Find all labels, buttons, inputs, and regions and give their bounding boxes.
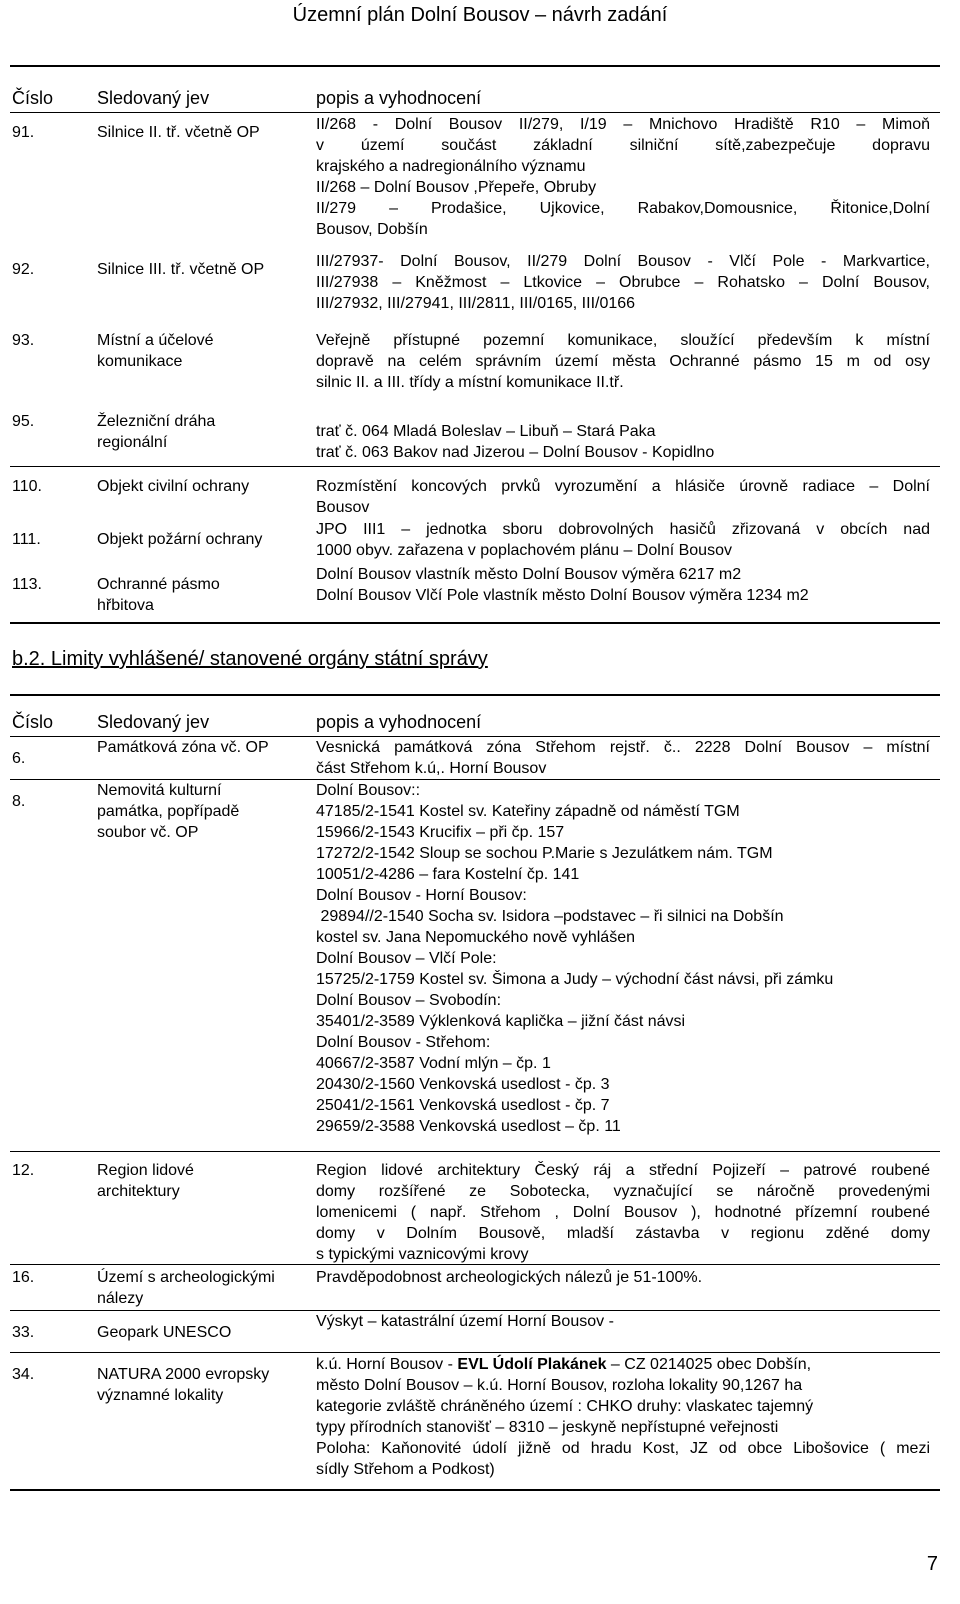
desc-line: II/268 – Dolní Bousov ,Přepeře, Obruby [316, 179, 597, 196]
row-description [316, 780, 930, 1137]
row-number: 6. [12, 750, 26, 767]
header-divider [10, 112, 940, 113]
desc-line: lomenicemi ( např. Střehom , Dolní Bousov ), hodnotné přízemní roubené [316, 1204, 930, 1221]
row-phenomenon [97, 1267, 275, 1309]
row-description [316, 330, 930, 393]
row-phenomenon [97, 1364, 269, 1406]
desc-line: Dolní Bousov - Horní Bousov: [316, 887, 527, 904]
row-description [316, 1267, 930, 1288]
phenomenon-line: NATURA 2000 evropsky [97, 1366, 270, 1383]
row-phenomenon: Geopark UNESCO [97, 1324, 232, 1341]
desc-line: dopravě na celém správním území města Ochranné pásmo 15 m od osy [316, 353, 930, 370]
row-description [316, 1354, 930, 1480]
desc-line: 10051/2-4286 – fara Kostelní čp. 141 [316, 866, 580, 883]
desc-line: Dolní Bousov Vlčí Pole vlastník město Dolní Bousov výměra 1234 m2 [316, 587, 809, 604]
desc-line: část Střehom k.ú,. Horní Bousov [316, 760, 547, 777]
desc-text: k.ú. Horní Bousov - [316, 1356, 458, 1373]
desc-line: sídly Střehom a Podkost) [316, 1461, 495, 1478]
desc-line: trať č. 064 Mladá Boleslav – Libuň – Stará Paka [316, 423, 656, 440]
phenomenon-line: Region lidové [97, 1162, 194, 1179]
desc-line: 29894//2-1540 Socha sv. Isidora –podstavec – ři silnici na Dobšín [316, 908, 784, 925]
row-divider [10, 1352, 940, 1353]
desc-line: 29659/2-3588 Venkovská usedlost – čp. 11 [316, 1118, 621, 1135]
row-number: 113. [12, 576, 42, 593]
table-end-rule [10, 1489, 940, 1491]
row-number: 16. [12, 1269, 35, 1286]
row-phenomenon: Památková zóna vč. OP [97, 739, 269, 756]
desc-line: silnic II. a III. třídy a místní komunikace II.tř. [316, 374, 624, 391]
desc-line [316, 1354, 930, 1375]
desc-line: 35401/2-3589 Výklenková kaplička – jižní část návsi [316, 1013, 686, 1030]
row-number: 34. [12, 1366, 35, 1383]
col-header-description: popis a vyhodnocení [316, 88, 482, 108]
desc-line: město Dolní Bousov – k.ú. Horní Bousov, rozloha lokality 90,1267 ha [316, 1377, 803, 1394]
desc-line: s typickými vaznicovými krovy [316, 1246, 529, 1263]
row-number: 91. [12, 124, 35, 141]
row-number: 12. [12, 1162, 35, 1179]
row-phenomenon: Objekt požární ochrany [97, 531, 263, 548]
desc-line: Vesnická památková zóna Střehom rejstř. č.. 2228 Dolní Bousov – místní [316, 739, 930, 756]
row-number: 93. [12, 332, 35, 349]
page-header-title: Územní plán Dolní Bousov – návrh zadání [292, 4, 668, 26]
desc-line: 20430/2-1560 Venkovská usedlost - čp. 3 [316, 1076, 610, 1093]
desc-line: JPO III1 – jednotka sboru dobrovolných hasičů zřizovaná v obcích nad [316, 521, 930, 538]
desc-line: 40667/2-3587 Vodní mlýn – čp. 1 [316, 1055, 551, 1072]
row-description [316, 564, 930, 606]
phenomenon-line: Ochranné pásmo [97, 576, 220, 593]
phenomenon-line: regionální [97, 434, 168, 451]
row-description [316, 421, 930, 463]
desc-line: v území součást základní silniční sítě,zabezpečuje dopravu [316, 137, 930, 154]
desc-line: Dolní Bousov:: [316, 782, 421, 799]
desc-line: Dolní Bousov – Svobodín: [316, 992, 502, 1009]
row-phenomenon [97, 411, 215, 453]
row-phenomenon [97, 330, 214, 372]
desc-line: Dolní Bousov – Vlčí Pole: [316, 950, 497, 967]
desc-line: kategorie zvláště chráněného území : CHKO druhy: vlaskatec tajemný [316, 1398, 814, 1415]
phenomenon-line: nálezy [97, 1290, 144, 1307]
row-description [316, 737, 930, 779]
desc-line: krajského a nadregionálního významu [316, 158, 586, 175]
row-number: 92. [12, 261, 35, 278]
desc-line: domy rozšířené ze Sobotecka, vyznačující se náročně provedenými [316, 1183, 930, 1200]
row-phenomenon [97, 574, 220, 616]
desc-line: Veřejně přístupné pozemní komunikace, sloužící především k místní [316, 332, 930, 349]
desc-line: trať č. 063 Bakov nad Jizerou – Dolní Bousov - Kopidlno [316, 444, 715, 461]
desc-line: 1000 obyv. zařazena v poplachovém plánu – Dolní Bousov [316, 542, 732, 559]
row-number: 33. [12, 1324, 35, 1341]
phenomenon-line: Železniční dráha [97, 413, 216, 430]
desc-line: Dolní Bousov - Střehom: [316, 1034, 491, 1051]
desc-line: Pravděpodobnost archeologických nálezů je 51-100%. [316, 1269, 703, 1286]
row-description [316, 114, 930, 240]
desc-line: domy v Dolním Bousově, mladší zástavba v regionu zděné domy [316, 1225, 930, 1242]
row-description [316, 476, 930, 518]
row-divider [10, 1264, 940, 1265]
row-description [316, 1160, 930, 1265]
desc-line: Bousov, Dobšín [316, 221, 428, 238]
row-number: 8. [12, 793, 26, 810]
row-divider [10, 1151, 940, 1152]
row-divider [10, 466, 940, 467]
row-description [316, 1311, 930, 1332]
desc-bold-site-name: EVL Údolí Plakánek [457, 1356, 607, 1373]
row-phenomenon: Objekt civilní ochrany [97, 478, 250, 495]
desc-line: Rozmístění koncových prvků vyrozumění a hlásiče úrovně radiace – Dolní [316, 478, 930, 495]
desc-line: 47185/2-1541 Kostel sv. Kateřiny západně od náměstí TGM [316, 803, 740, 820]
row-description [316, 519, 930, 561]
col-header-description: popis a vyhodnocení [316, 712, 482, 732]
phenomenon-line: soubor vč. OP [97, 824, 199, 841]
phenomenon-line: památka, popřípadě [97, 803, 240, 820]
col-header-number: Číslo [12, 712, 54, 732]
page-number: 7 [926, 1553, 938, 1575]
row-phenomenon: Silnice II. tř. včetně OP [97, 124, 260, 141]
row-number: 111. [12, 531, 41, 548]
row-phenomenon: Silnice III. tř. včetně OP [97, 261, 265, 278]
phenomenon-line: hřbitova [97, 597, 154, 614]
desc-line: Poloha: Kaňonovité údolí jižně od hradu Kost, JZ od obce Libošovice ( mezi [316, 1440, 930, 1457]
desc-line: Bousov [316, 499, 370, 516]
phenomenon-line: Nemovitá kulturní [97, 782, 222, 799]
section-title: b.2. Limity vyhlášené/ stanovené orgány státní správy [12, 648, 488, 670]
phenomenon-line: Místní a účelové [97, 332, 214, 349]
desc-line: 15725/2-1759 Kostel sv. Šimona a Judy – východní část návsi, při zámku [316, 971, 834, 988]
phenomenon-line: komunikace [97, 353, 183, 370]
desc-line: III/27938 – Kněžmost – Ltkovice – Obrubce – Rohatsko – Dolní Bousov, [316, 274, 930, 291]
desc-line: kostel sv. Jana Nepomuckého nově vyhlášen [316, 929, 635, 946]
desc-line: III/27932, III/27941, III/2811, III/0165, III/0166 [316, 295, 636, 312]
header-rule [10, 65, 940, 67]
table-start-rule [10, 694, 940, 696]
table-end-rule [10, 622, 940, 624]
row-description [316, 251, 930, 314]
desc-line: 17272/2-1542 Sloup se sochou P.Marie s Jezulátkem nám. TGM [316, 845, 773, 862]
desc-line: Výskyt – katastrální území Horní Bousov - [316, 1313, 614, 1330]
phenomenon-line: významné lokality [97, 1387, 224, 1404]
desc-line: Dolní Bousov vlastník město Dolní Bousov výměra 6217 m2 [316, 566, 742, 583]
row-phenomenon [97, 1160, 194, 1202]
row-number: 110. [12, 478, 42, 495]
desc-text: – CZ 0214025 obec Dobšín, [606, 1356, 812, 1373]
row-number: 95. [12, 413, 35, 430]
desc-line: II/268 - Dolní Bousov II/279, I/19 – Mnichovo Hradiště R10 – Mimoň [316, 116, 930, 133]
col-header-phenomenon: Sledovaný jev [97, 712, 210, 732]
col-header-number: Číslo [12, 88, 54, 108]
row-phenomenon [97, 780, 239, 843]
desc-line: II/279 – Prodašice, Ujkovice, Rabakov,Domousnice, Řitonice,Dolní [316, 200, 930, 217]
desc-line: III/27937- Dolní Bousov, II/279 Dolní Bousov - Vlčí Pole - Markvartice, [316, 253, 930, 270]
col-header-phenomenon: Sledovaný jev [97, 88, 210, 108]
phenomenon-line: Území s archeologickými [97, 1269, 275, 1286]
phenomenon-line: architektury [97, 1183, 180, 1200]
desc-line: 15966/2-1543 Krucifix – při čp. 157 [316, 824, 565, 841]
desc-line: 25041/2-1561 Venkovská usedlost - čp. 7 [316, 1097, 610, 1114]
desc-line: typy přírodních stanovišť – 8310 – jeskyně nepřístupné veřejnosti [316, 1419, 779, 1436]
desc-line: Region lidové architektury Český ráj a střední Pojizeří – patrové roubené [316, 1162, 930, 1179]
